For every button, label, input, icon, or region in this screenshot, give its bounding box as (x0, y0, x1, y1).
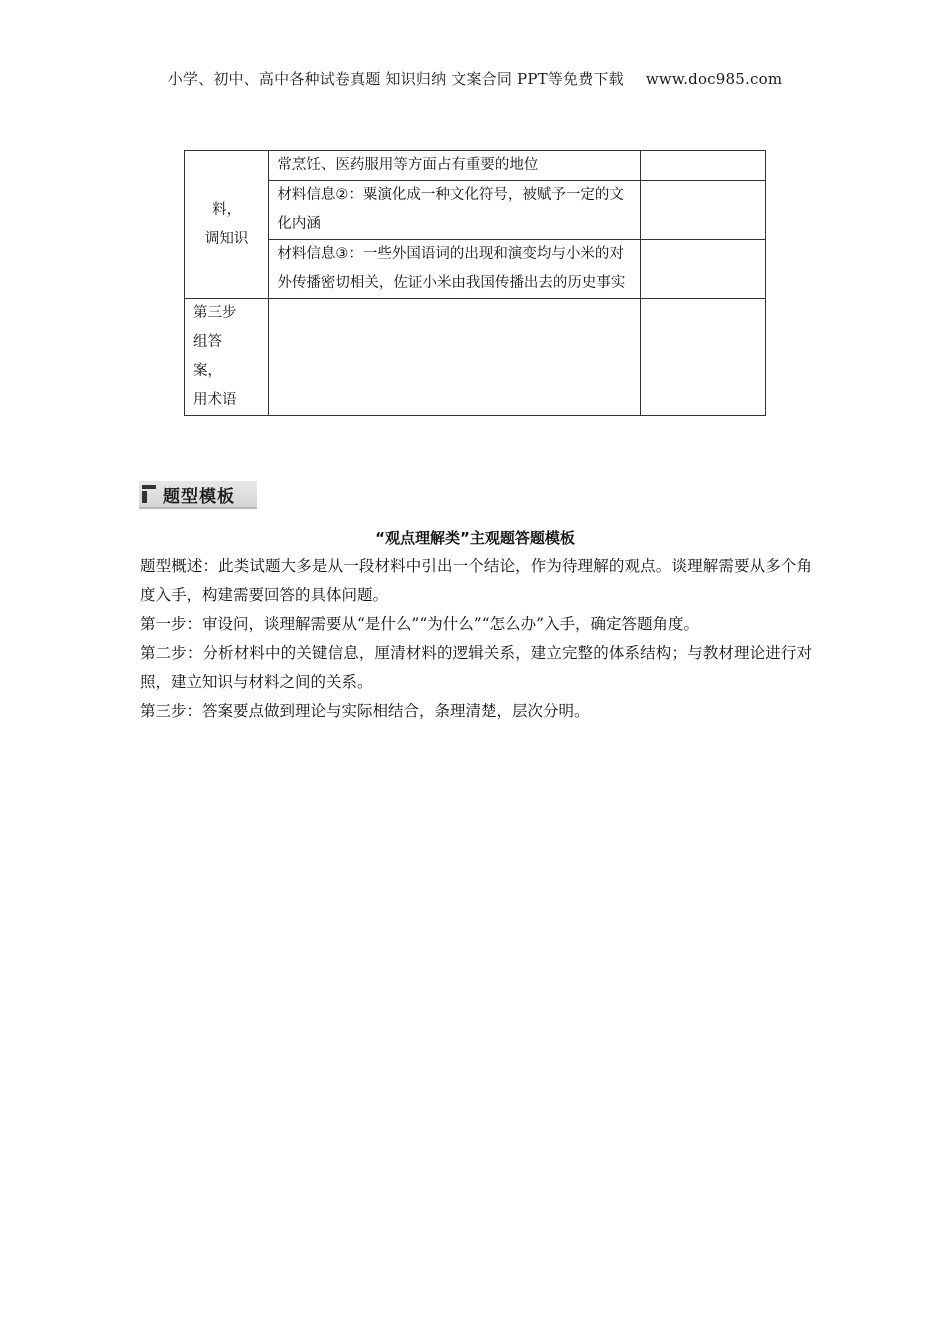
content-cell (269, 299, 641, 416)
content-cell: 材料信息②：粟演化成一种文化符号，被赋予一定的文化内涵 (269, 181, 641, 240)
step3-label-cell (185, 299, 269, 416)
step3-label-line: 用术语 (193, 392, 237, 408)
step3-label-line: 案， (193, 363, 222, 379)
blank-cell (640, 240, 765, 299)
step3-label-line: 组答 (193, 334, 222, 350)
step2-label-cell (185, 151, 269, 299)
blank-cell (640, 181, 765, 240)
template-paragraph: 第二步：分析材料中的关键信息，厘清材料的逻辑关系，建立完整的体系结构；与教材理论进行对照，建立知识与材料之间的关系。 (140, 644, 812, 691)
table-row (185, 299, 766, 416)
table-row (185, 151, 766, 181)
table-row (185, 240, 766, 299)
template-title: “观点理解类”主观题答题模板 (375, 529, 575, 547)
page-header (0, 68, 950, 89)
section-tag-label: 题型模板 (163, 486, 235, 507)
blank-cell (640, 151, 765, 181)
steps-table (184, 150, 766, 416)
step3-label-line: 第三步 (193, 305, 237, 321)
template-body (140, 552, 812, 726)
step2-label-line1: 料， (212, 201, 242, 218)
template-paragraph: 题型概述：此类试题大多是从一段材料中引出一个结论，作为待理解的观点。谈理解需要从多个角度入手，构建需要回答的具体问题。 (140, 557, 812, 604)
section-marker-icon (142, 485, 156, 503)
template-paragraph: 第三步：答案要点做到理论与实际相结合，条理清楚，层次分明。 (140, 702, 590, 720)
section-tag (139, 481, 257, 509)
template-paragraph: 第一步：审设问，谈理解需要从“是什么”“为什么”“怎么办”入手，确定答题角度。 (140, 615, 700, 633)
step2-label-line2: 调知识 (204, 230, 249, 247)
header-site: www.doc985.com (645, 70, 783, 88)
content-cell: 材料信息③：一些外国语词的出现和演变均与小米的对外传播密切相关，佐证小米由我国传播出去的历史事实 (269, 240, 641, 299)
content-cell: 常烹饪、医药服用等方面占有重要的地位 (269, 151, 641, 181)
table-row (185, 181, 766, 240)
blank-cell (640, 299, 765, 416)
header-text: 小学、初中、高中各种试卷真题 知识归纳 文案合同 PPT等免费下载 (167, 70, 624, 88)
